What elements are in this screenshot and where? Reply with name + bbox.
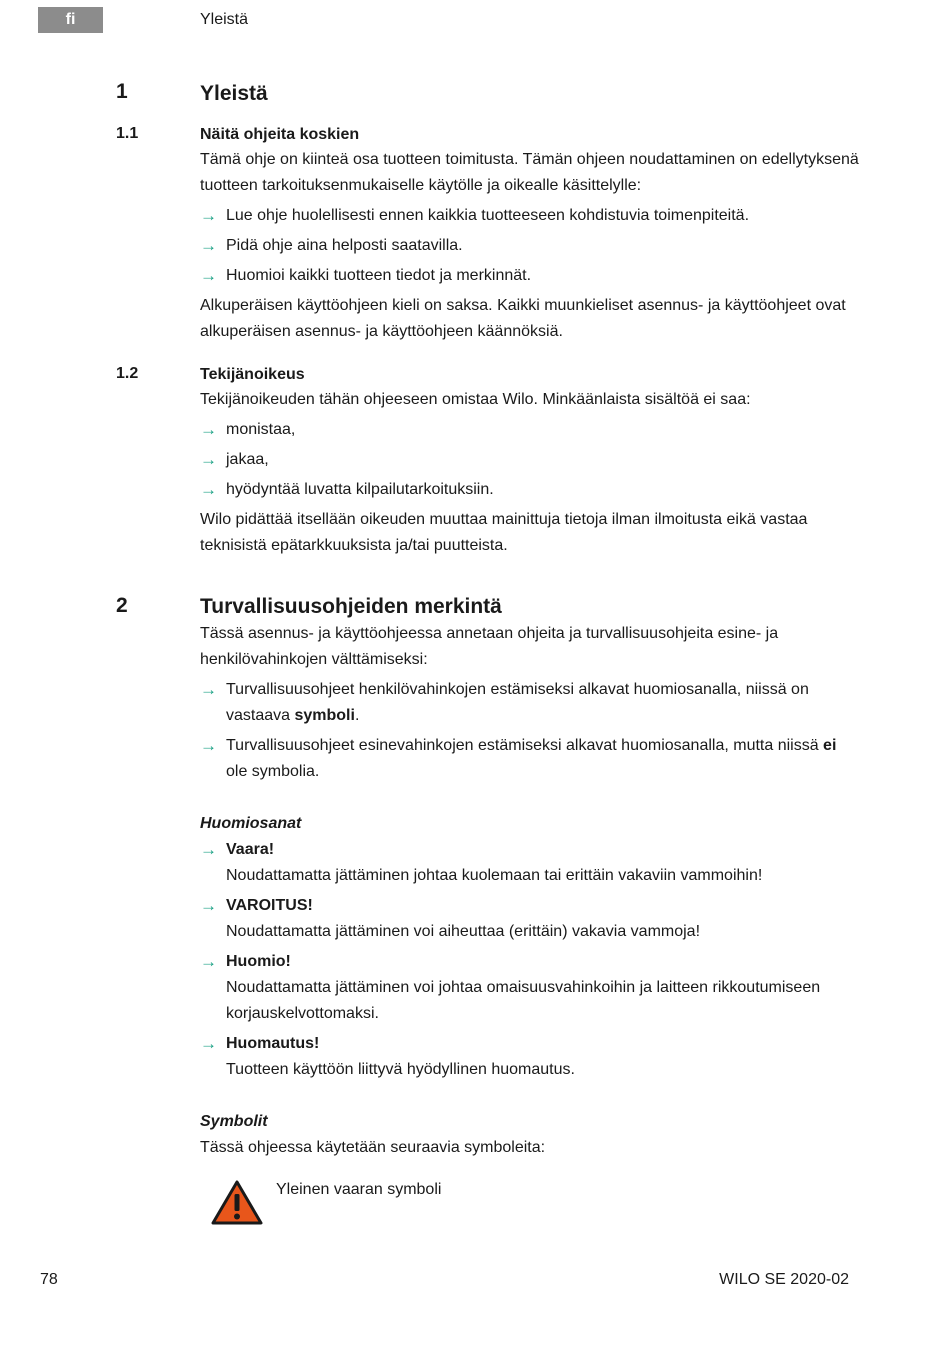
section-1-1-intro: Tämä ohje on kiinteä osa tuotteen toimitusta. Tämän ohjeen noudattaminen on edellytyksenä tuotteen tarkoituksenmukaiselle käytölle ja oikealle käsittelylle: xyxy=(200,151,859,194)
symbol-row xyxy=(200,1177,860,1227)
arrow-right-icon: → xyxy=(200,206,217,225)
arrow-right-icon: → xyxy=(200,736,217,755)
chapter-1-title: Yleistä xyxy=(200,82,268,105)
list-item: → jakaa, xyxy=(200,447,860,473)
list-item: → monistaa, xyxy=(200,417,860,443)
chapter-2 xyxy=(200,593,860,1227)
chapter-1 xyxy=(200,80,860,108)
signal-words-heading: Huomiosanat xyxy=(200,815,302,832)
chapter-1-number: 1 xyxy=(116,80,128,103)
section-1-2-list xyxy=(200,417,860,503)
arrow-right-icon: → xyxy=(200,896,217,915)
arrow-right-icon: → xyxy=(200,480,217,499)
arrow-right-icon: → xyxy=(200,840,217,859)
chapter-2-list xyxy=(200,677,860,785)
section-1-2-intro: Tekijänoikeuden tähän ohjeeseen omistaa Wilo. Minkäänlaista sisältöä ei saa: xyxy=(200,391,751,408)
section-1-1-number: 1.1 xyxy=(116,125,139,142)
list-item: → Huomioi kaikki tuotteen tiedot ja merkinnät. xyxy=(200,263,860,289)
section-1-1-outro: Alkuperäisen käyttöohjeen kieli on saksa. Kaikki muunkieliset asennus- ja käyttöohjeet ovat alkuperäisen asennus- ja käyttöohjeen käännöksiä. xyxy=(200,297,846,340)
list-item: → Turvallisuusohjeet esinevahinkojen estämiseksi alkavat huomiosanalla, mutta niissä ei ole symbolia. xyxy=(200,733,860,785)
signal-word-item: → VAROITUS! Noudattamatta jättäminen voi aiheuttaa (erittäin) vakavia vammoja! xyxy=(200,893,860,945)
chapter-2-title: Turvallisuusohjeiden merkintä xyxy=(200,595,502,618)
section-1-1-title: Näitä ohjeita koskien xyxy=(200,126,360,143)
language-tab: fi xyxy=(38,7,103,33)
signal-words-list xyxy=(200,837,860,1083)
list-item: → Lue ohje huolellisesti ennen kaikkia tuotteeseen kohdistuvia toimenpiteitä. xyxy=(200,203,860,229)
arrow-right-icon: → xyxy=(200,420,217,439)
signal-word-item: → Huomio! Noudattamatta jättäminen voi johtaa omaisuusvahinkoihin ja laitteen rikkoutumiseen korjauskelvottomaksi. xyxy=(200,949,860,1027)
section-1-2-outro: Wilo pidättää itsellään oikeuden muuttaa mainittuja tietoja ilman ilmoitusta eikä vastaa teknisistä epätarkkuuksista ja/tai puutteista. xyxy=(200,511,808,554)
chapter-2-number: 2 xyxy=(116,594,128,617)
section-1-2-title: Tekijänoikeus xyxy=(200,366,305,383)
list-item: → Turvallisuusohjeet henkilövahinkojen estämiseksi alkavat huomiosanalla, niissä on vastaava symboli. xyxy=(200,677,860,729)
section-1-2-number: 1.2 xyxy=(116,365,139,382)
symbol-label: Yleinen vaaran symboli xyxy=(276,1181,442,1198)
section-1-1-list xyxy=(200,203,860,289)
signal-word-item: → Vaara! Noudattamatta jättäminen johtaa kuolemaan tai erittäin vakaviin vammoihin! xyxy=(200,837,860,889)
arrow-right-icon: → xyxy=(200,450,217,469)
chapter-2-intro: Tässä asennus- ja käyttöohjeessa annetaan ohjeita ja turvallisuusohjeita esine- ja henkilövahinkojen välttämiseksi: xyxy=(200,625,779,668)
arrow-right-icon: → xyxy=(200,236,217,255)
arrow-right-icon: → xyxy=(200,1034,217,1053)
section-1-1 xyxy=(200,123,860,345)
list-item: → hyödyntää luvatta kilpailutarkoituksiin. xyxy=(200,477,860,503)
page-number: 78 xyxy=(40,1271,58,1288)
symbols-intro: Tässä ohjeessa käytetään seuraavia symboleita: xyxy=(200,1139,546,1156)
section-1-2 xyxy=(200,363,860,559)
arrow-right-icon: → xyxy=(200,266,217,285)
arrow-right-icon: → xyxy=(200,952,217,971)
general-danger-triangle-icon xyxy=(210,1179,264,1227)
footer-brand: WILO SE 2020-02 xyxy=(719,1271,849,1288)
symbols-heading: Symbolit xyxy=(200,1113,268,1130)
list-item: → Pidä ohje aina helposti saatavilla. xyxy=(200,233,860,259)
signal-word-item: → Huomautus! Tuotteen käyttöön liittyvä hyödyllinen huomautus. xyxy=(200,1031,860,1083)
arrow-right-icon: → xyxy=(200,680,217,699)
header-title: Yleistä xyxy=(200,11,249,28)
